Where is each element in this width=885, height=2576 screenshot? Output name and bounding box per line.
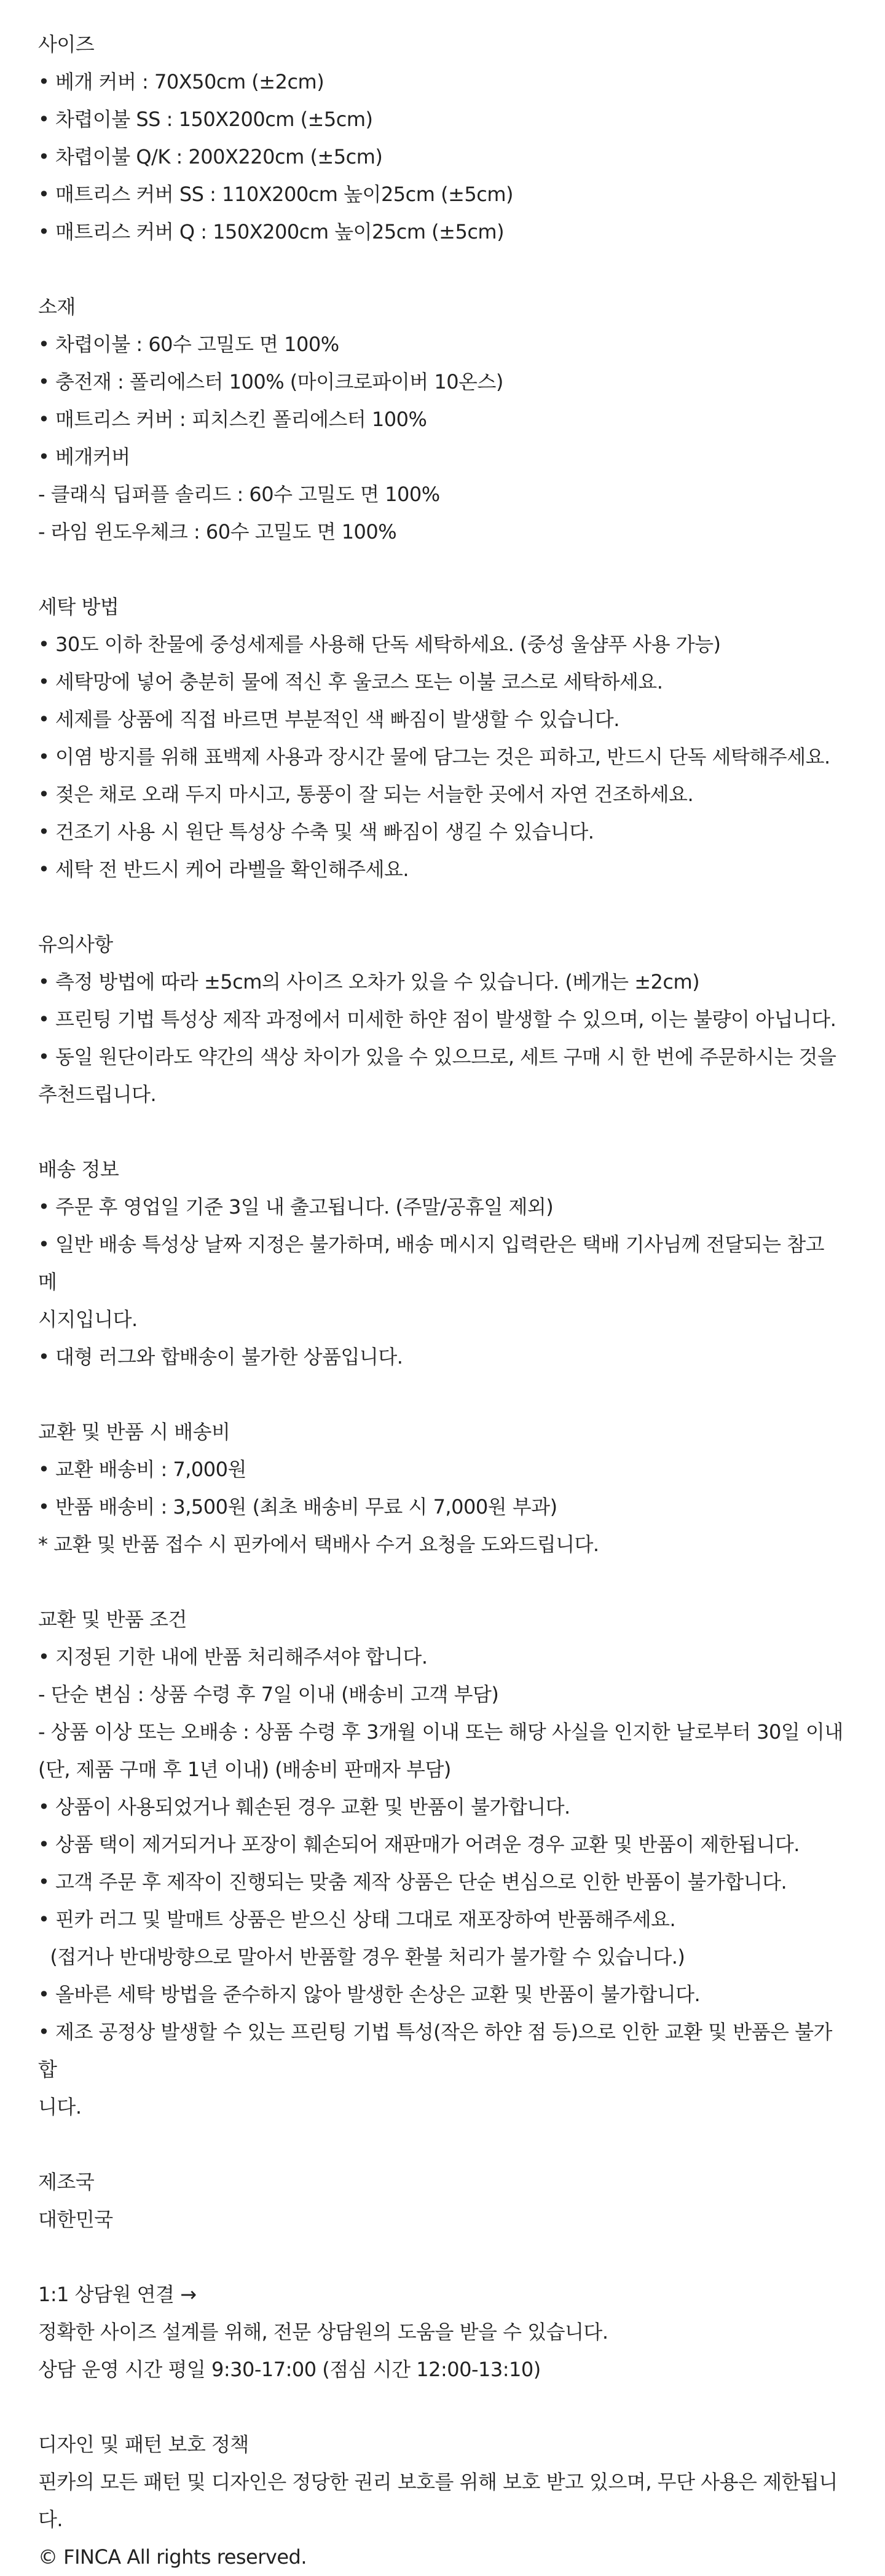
section-gap (38, 1376, 847, 1413)
copyright-text: © FINCA All rights reserved. (38, 2545, 307, 2569)
return-conditions-section (38, 1601, 847, 2126)
return-fee-line: • 교환 배송비 : 7,000원 (38, 1458, 246, 1481)
shipping-line: • 대형 러그와 합배송이 불가한 상품입니다. (38, 1345, 403, 1369)
return-fee-section (38, 1413, 847, 1563)
shipping-line: 시지입니다. (38, 1308, 138, 1331)
consult-link[interactable]: 1:1 상담원 연결 → (38, 2283, 197, 2306)
notice-section (38, 926, 847, 1113)
consult-line: 정확한 사이즈 설계를 위해, 전문 상담원의 도움을 받을 수 있습니다. (38, 2320, 608, 2344)
return-condition-line: • 제조 공정상 발생할 수 있는 프린팅 기법 특성(작은 하얀 점 등)으로 인한 교환 및 반품은 불가합 (38, 2020, 832, 2081)
material-line: • 매트리스 커버 : 피치스킨 폴리에스터 100% (38, 408, 427, 431)
return-condition-line: - 단순 변심 : 상품 수령 후 7일 이내 (배송비 고객 부담) (38, 1683, 499, 1706)
shipping-line: • 일반 배송 특성상 날짜 지정은 불가하며, 배송 메시지 입력란은 택배 기사님께 전달되는 참고 메 (38, 1233, 830, 1294)
return-fee-line: * 교환 및 반품 접수 시 핀카에서 택배사 수거 요청을 도와드립니다. (38, 1533, 599, 1556)
washing-line: • 30도 이하 찬물에 중성세제를 사용해 단독 세탁하세요. (중성 울샴푸 사용 가능) (38, 633, 721, 656)
size-line: • 베개 커버 : 70X50cm (±2cm) (38, 70, 324, 93)
washing-line: • 젖은 채로 오래 두지 마시고, 통풍이 잘 되는 서늘한 곳에서 자연 건조하세요. (38, 783, 694, 806)
notice-line: • 프린팅 기법 특성상 제작 과정에서 미세한 하얀 점이 발생할 수 있으며, 이는 불량이 아닙니다. (38, 1008, 836, 1031)
origin-section (38, 2163, 847, 2238)
material-line: • 차렵이불 : 60수 고밀도 면 100% (38, 333, 339, 356)
material-line: • 베개커버 (38, 445, 130, 468)
consult-line: 상담 운영 시간 평일 9:30-17:00 (점심 시간 12:00-13:10) (38, 2358, 541, 2381)
size-line: • 차렵이불 Q/K : 200X220cm (±5cm) (38, 145, 383, 168)
size-line: • 매트리스 커버 Q : 150X200cm 높이25cm (±5cm) (38, 220, 505, 243)
protection-section (38, 2426, 847, 2576)
section-title: 사이즈 (38, 33, 95, 56)
section-title: 교환 및 반품 시 배송비 (38, 1420, 230, 1444)
notice-line: • 동일 원단이라도 약간의 색상 차이가 있을 수 있으므로, 세트 구매 시 한 번에 주문하시는 것을 (38, 1045, 836, 1069)
section-gap (38, 1113, 847, 1151)
return-condition-line: (접거나 반대방향으로 말아서 반품할 경우 환불 처리가 불가할 수 있습니다.) (38, 1945, 685, 1969)
section-gap (38, 2238, 847, 2276)
section-gap (38, 2126, 847, 2163)
washing-line: • 이염 방지를 위해 표백제 사용과 장시간 물에 담그는 것은 피하고, 반드시 단독 세탁해주세요. (38, 745, 830, 768)
material-line: - 라임 윈도우체크 : 60수 고밀도 면 100% (38, 520, 397, 543)
return-condition-line: 니다. (38, 2095, 82, 2119)
return-condition-line: (단, 제품 구매 후 1년 이내) (배송비 판매자 부담) (38, 1758, 451, 1781)
origin-value: 대한민국 (38, 2208, 113, 2231)
consult-section (38, 2276, 847, 2388)
section-title: 디자인 및 패턴 보호 정책 (38, 2433, 249, 2456)
section-title: 제조국 (38, 2170, 95, 2194)
return-condition-line: • 핀카 러그 및 발매트 상품은 받으신 상태 그대로 재포장하여 반품해주세요. (38, 1908, 676, 1931)
size-line: • 매트리스 커버 SS : 110X200cm 높이25cm (±5cm) (38, 183, 514, 206)
notice-line: 추천드립니다. (38, 1083, 157, 1106)
section-title: 소재 (38, 295, 76, 318)
material-section (38, 288, 847, 551)
washing-line: • 세탁 전 반드시 케어 라벨을 확인해주세요. (38, 858, 409, 881)
size-line: • 차렵이불 SS : 150X200cm (±5cm) (38, 108, 373, 131)
material-line: - 클래식 딥퍼플 솔리드 : 60수 고밀도 면 100% (38, 483, 440, 506)
shipping-line: • 주문 후 영업일 기준 3일 내 출고됩니다. (주말/공휴일 제외) (38, 1195, 554, 1219)
section-title: 유의사항 (38, 933, 113, 956)
washing-section (38, 588, 847, 888)
washing-line: • 건조기 사용 시 원단 특성상 수축 및 색 빠짐이 생길 수 있습니다. (38, 820, 594, 844)
section-title: 교환 및 반품 조건 (38, 1608, 187, 1631)
return-condition-line: • 지정된 기한 내에 반품 처리해주셔야 합니다. (38, 1645, 428, 1669)
section-title: 배송 정보 (38, 1158, 119, 1181)
section-gap (38, 551, 847, 588)
protection-line: 다. (38, 2508, 63, 2531)
notice-line: • 측정 방법에 따라 ±5cm의 사이즈 오차가 있을 수 있습니다. (베개는 ±2cm) (38, 970, 700, 994)
return-fee-line: • 반품 배송비 : 3,500원 (최초 배송비 무료 시 7,000원 부과) (38, 1495, 557, 1519)
section-title: 세탁 방법 (38, 595, 119, 618)
protection-line: 핀카의 모든 패턴 및 디자인은 정당한 권리 보호를 위해 보호 받고 있으며, 무단 사용은 제한됩니 (38, 2470, 838, 2494)
material-line: • 충전재 : 폴리에스터 100% (마이크로파이버 10온스) (38, 370, 503, 393)
return-condition-line: • 상품 택이 제거되거나 포장이 훼손되어 재판매가 어려운 경우 교환 및 반품이 제한됩니다. (38, 1833, 800, 1856)
section-gap (38, 888, 847, 926)
section-gap (38, 1563, 847, 1601)
size-section (38, 26, 847, 251)
section-gap (38, 2388, 847, 2426)
return-condition-line: • 올바른 세탁 방법을 준수하지 않아 발생한 손상은 교환 및 반품이 불가합니다. (38, 1983, 701, 2006)
return-condition-line: • 상품이 사용되었거나 훼손된 경우 교환 및 반품이 불가합니다. (38, 1795, 570, 1819)
shipping-section (38, 1151, 847, 1376)
return-condition-line: • 고객 주문 후 제작이 진행되는 맞춤 제작 상품은 단순 변심으로 인한 반품이 불가합니다. (38, 1870, 787, 1894)
section-gap (38, 251, 847, 288)
washing-line: • 세탁망에 넣어 충분히 물에 적신 후 울코스 또는 이불 코스로 세탁하세요. (38, 670, 663, 693)
washing-line: • 세제를 상품에 직접 바르면 부분적인 색 빠짐이 발생할 수 있습니다. (38, 708, 620, 731)
return-condition-line: - 상품 이상 또는 오배송 : 상품 수령 후 3개월 이내 또는 해당 사실을 인지한 날로부터 30일 이내 (38, 1720, 843, 1744)
